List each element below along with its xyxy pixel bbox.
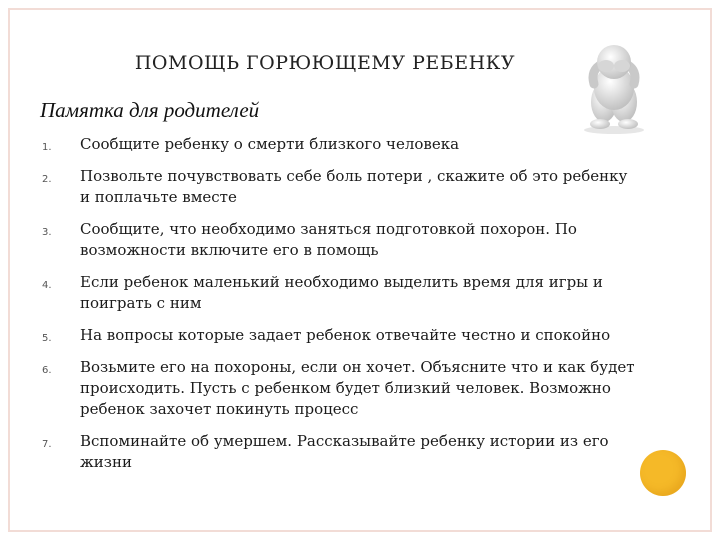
- list-item: [40, 357, 640, 420]
- item-number: 5.: [42, 333, 52, 344]
- list-item: [40, 219, 640, 261]
- decorative-circle: [640, 450, 686, 496]
- item-text: Сообщите, что необходимо заняться подготовкой похорон. По возможности включите его в помощь: [80, 220, 577, 259]
- list-item: [40, 431, 640, 473]
- item-number: 1.: [42, 142, 52, 153]
- item-text: Возьмите его на похороны, если он хочет. Объясните что и как будет происходить. Пусть с ребенком будет близкий человек. Возможно ребенок захочет покинуть процесс: [80, 358, 635, 418]
- list-item: [40, 325, 640, 346]
- page-title: ПОМОЩЬ ГОРЮЮЩЕМУ РЕБЕНКУ: [134, 52, 516, 74]
- item-text: На вопросы которые задает ребенок отвечайте честно и спокойно: [80, 326, 611, 344]
- page-subtitle: Памятка для родителей: [40, 98, 260, 122]
- item-number: 3.: [42, 227, 52, 238]
- item-text: Сообщите ребенку о смерти близкого человека: [80, 135, 460, 153]
- list-item: [40, 166, 640, 208]
- item-number: 2.: [42, 174, 52, 185]
- item-text: Если ребенок маленький необходимо выделить время для игры и поиграть с ним: [80, 273, 603, 312]
- sad-person-figure-icon: [576, 40, 652, 134]
- item-number: 4.: [42, 280, 52, 291]
- item-text: Вспоминайте об умершем. Рассказывайте ребенку истории из его жизни: [80, 432, 609, 471]
- item-number: 6.: [42, 365, 52, 376]
- list-item: [40, 134, 640, 155]
- advice-list: [40, 134, 640, 484]
- list-item: [40, 272, 640, 314]
- item-text: Позвольте почувствовать себе боль потери , скажите об это ребенку и поплачьте вместе: [80, 167, 628, 206]
- item-number: 7.: [42, 439, 52, 450]
